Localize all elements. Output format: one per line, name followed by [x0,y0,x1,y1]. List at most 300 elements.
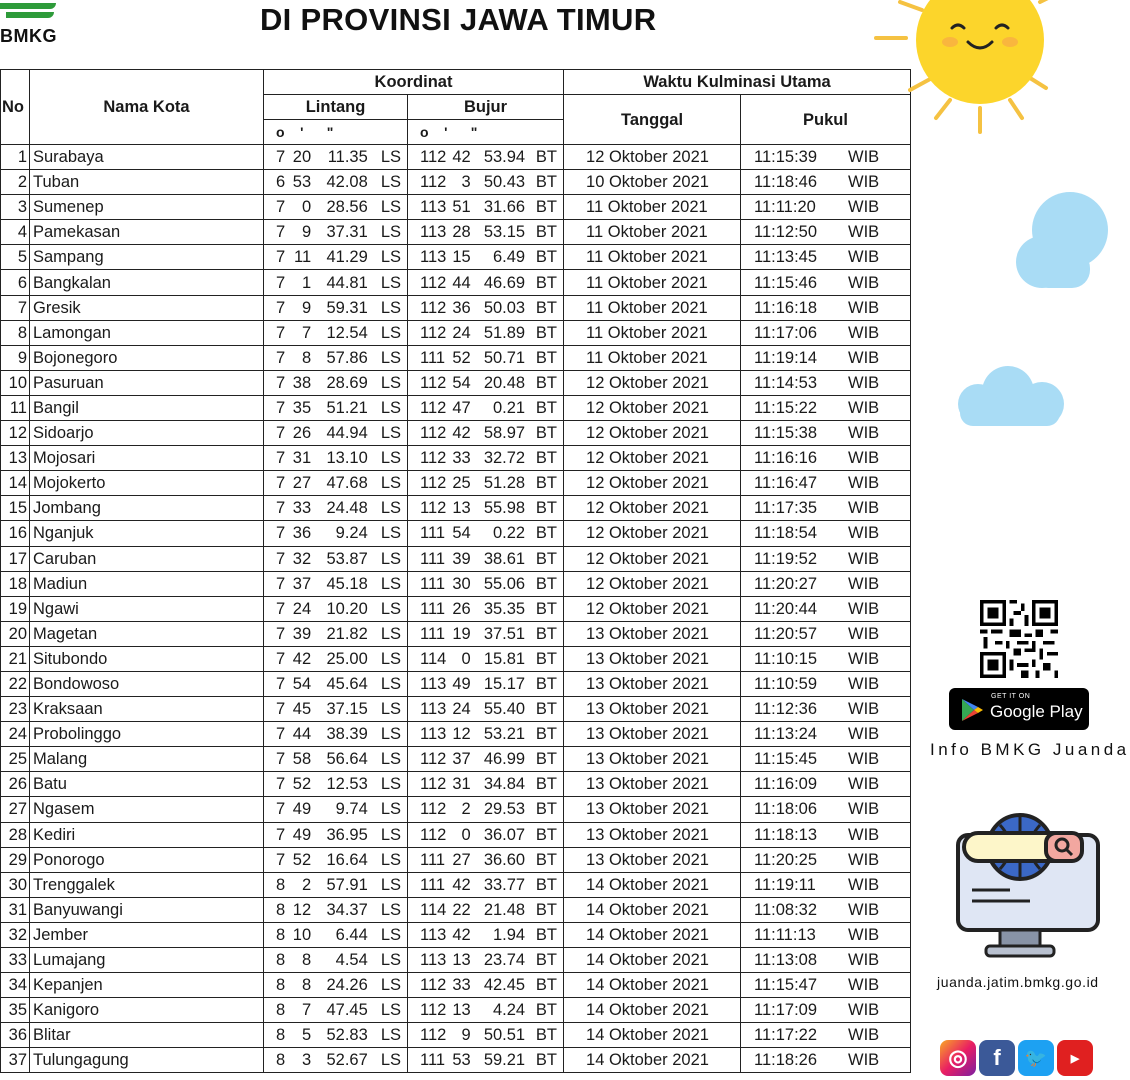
longitude-cell [408,145,564,170]
culmination-date: 13 Oktober 2021 [564,646,741,671]
culmination-time-cell [741,370,911,395]
longitude-cell [408,170,564,195]
latitude-values [264,195,407,219]
lat-degree: 7 [276,624,286,643]
lon-second: 15.17 [483,675,526,694]
latitude-values [264,848,407,872]
longitude-values [408,220,563,244]
latitude-values [264,496,407,520]
lon-degree: 111 [420,599,446,618]
lat-direction: LS [380,750,401,769]
lon-minute: 12 [452,725,471,744]
lat-second: 36.95 [326,825,368,844]
city-name: Tulungagung [30,1048,264,1073]
culmination-time-cell [741,822,911,847]
longitude-cell [408,1023,564,1048]
row-number: 10 [1,370,30,395]
latitude-cell [264,571,408,596]
culmination-date: 11 Oktober 2021 [564,270,741,295]
culmination-date: 12 Oktober 2021 [564,521,741,546]
culmination-time: 11:19:52 [754,549,818,568]
culmination-time: 11:20:27 [754,574,818,593]
row-number: 21 [1,646,30,671]
row-number: 20 [1,621,30,646]
lat-direction: LS [380,649,401,668]
lon-degree: 111 [420,348,446,367]
time-values [754,1023,910,1047]
lon-second: 20.48 [483,373,526,392]
latitude-cell [264,973,408,998]
time-values [754,998,910,1022]
latitude-cell [264,872,408,897]
lat-degree: 7 [276,474,286,493]
lat-direction: LS [380,248,401,267]
row-number: 25 [1,747,30,772]
city-name: Malang [30,747,264,772]
table-row [1,1023,911,1048]
timezone-label: WIB [848,373,880,392]
lat-direction: LS [380,951,401,970]
latitude-cell [264,671,408,696]
city-name: Sampang [30,245,264,270]
lat-degree: 7 [276,348,286,367]
latitude-values [264,823,407,847]
lat-direction: LS [380,875,401,894]
culmination-time-cell [741,847,911,872]
city-name: Kanigoro [30,998,264,1023]
website-url[interactable]: juanda.jatim.bmkg.go.id [937,974,1099,990]
culmination-time-cell [741,973,911,998]
culmination-time: 11:08:32 [754,900,818,919]
longitude-cell [408,370,564,395]
culmination-time-cell [741,922,911,947]
cloud-icon [1010,190,1080,300]
row-number: 15 [1,496,30,521]
timezone-label: WIB [848,951,880,970]
lat-minute: 44 [292,725,312,744]
lon-direction: BT [535,148,558,167]
lon-second: 53.21 [483,725,526,744]
table-row [1,496,911,521]
lat-minute: 33 [292,499,312,518]
city-name: Blitar [30,1023,264,1048]
lat-degree: 7 [276,599,286,618]
longitude-cell [408,320,564,345]
longitude-cell [408,1048,564,1073]
lon-direction: BT [535,599,558,618]
culmination-date: 13 Oktober 2021 [564,747,741,772]
longitude-cell [408,847,564,872]
latitude-cell [264,471,408,496]
lat-minute: 39 [292,624,312,643]
lat-direction: LS [380,1051,401,1070]
city-name: Trenggalek [30,872,264,897]
lon-direction: BT [535,624,558,643]
lon-degree: 112 [420,775,447,794]
culmination-time-cell [741,546,911,571]
table-row [1,671,911,696]
lon-direction: BT [535,875,558,894]
lon-degree: 111 [420,875,446,894]
lon-second: 53.15 [483,223,526,242]
culmination-time: 11:13:45 [754,248,818,267]
longitude-cell [408,295,564,320]
city-name: Sidoarjo [30,421,264,446]
latitude-cell [264,847,408,872]
longitude-values [408,170,563,194]
lat-second: 59.31 [326,298,368,317]
culmination-time-cell [741,395,911,420]
culmination-time: 11:15:47 [754,976,818,995]
logo-text: BMKG [0,26,57,46]
lon-second: 46.99 [483,750,526,769]
latitude-cell [264,546,408,571]
instagram-icon[interactable]: ◎ [940,1040,976,1076]
culmination-time: 11:12:36 [754,700,818,719]
city-name: Bojonegoro [30,345,264,370]
table-row [1,320,911,345]
culmination-time: 11:20:57 [754,624,818,643]
latitude-values [264,898,407,922]
timezone-label: WIB [848,700,880,719]
lat-direction: LS [380,323,401,342]
time-values [754,195,910,219]
latitude-values [264,998,407,1022]
lon-direction: BT [535,775,558,794]
time-values [754,672,910,696]
lat-degree: 7 [276,223,286,242]
culmination-time-cell [741,270,911,295]
row-number: 35 [1,998,30,1023]
lon-second: 36.60 [483,850,526,869]
latitude-values [264,296,407,320]
lat-minute: 54 [292,675,312,694]
culmination-time: 11:10:15 [754,649,818,668]
lat-direction: LS [380,373,401,392]
lon-minute: 13 [452,1001,471,1020]
lat-degree: 8 [276,951,286,970]
lon-degree: 114 [420,900,447,919]
timezone-label: WIB [848,198,880,217]
longitude-cell [408,270,564,295]
latitude-values [264,873,407,897]
youtube-icon[interactable]: ▶ [1057,1040,1093,1076]
lat-degree: 7 [276,775,286,794]
longitude-cell [408,521,564,546]
culmination-time-cell [741,621,911,646]
latitude-values [264,421,407,445]
lon-direction: BT [535,298,558,317]
lat-second: 41.29 [326,248,368,267]
timezone-label: WIB [848,524,880,543]
lat-second: 12.54 [326,323,368,342]
lat-direction: LS [380,976,401,995]
row-number: 4 [1,220,30,245]
longitude-cell [408,973,564,998]
time-values [754,697,910,721]
table-row [1,245,911,270]
lat-direction: LS [380,925,401,944]
latitude-values [264,747,407,771]
culmination-date: 11 Oktober 2021 [564,295,741,320]
lat-second: 16.64 [326,850,368,869]
lat-direction: LS [380,1026,401,1045]
facebook-icon[interactable]: f [979,1040,1015,1076]
lat-second: 51.21 [326,398,368,417]
culmination-time-cell [741,998,911,1023]
latitude-cell [264,320,408,345]
lon-direction: BT [535,449,558,468]
latitude-cell [264,1048,408,1073]
lon-minute: 0 [461,825,471,844]
lon-direction: BT [535,373,558,392]
lon-degree: 112 [420,1001,447,1020]
longitude-values [408,848,563,872]
latitude-values [264,521,407,545]
lon-minute: 33 [452,449,471,468]
lat-direction: LS [380,1001,401,1020]
culmination-time-cell [741,747,911,772]
culmination-time-cell [741,245,911,270]
city-name: Pasuruan [30,370,264,395]
longitude-values [408,772,563,796]
longitude-cell [408,872,564,897]
lon-second: 6.49 [492,248,526,267]
lat-degree: 6 [276,173,286,192]
lat-second: 21.82 [326,624,368,643]
lat-direction: LS [380,524,401,543]
latitude-cell [264,998,408,1023]
lon-degree: 111 [420,624,446,643]
city-name: Lamongan [30,320,264,345]
lon-degree: 113 [420,675,447,694]
lon-second: 55.98 [483,499,526,518]
latitude-cell [264,395,408,420]
latitude-cell [264,697,408,722]
culmination-date: 12 Oktober 2021 [564,421,741,446]
culmination-date: 12 Oktober 2021 [564,370,741,395]
timezone-label: WIB [848,148,880,167]
lat-minute: 45 [292,700,312,719]
timezone-label: WIB [848,424,880,443]
lon-degree: 112 [420,173,447,192]
lat-minute: 52 [292,775,312,794]
longitude-values [408,195,563,219]
table-row [1,596,911,621]
city-name: Lumajang [30,948,264,973]
cloud-icon [950,362,1068,428]
row-number: 18 [1,571,30,596]
culmination-date: 11 Oktober 2021 [564,220,741,245]
row-number: 37 [1,1048,30,1073]
latitude-values [264,622,407,646]
culmination-time-cell [741,571,911,596]
row-number: 22 [1,671,30,696]
lat-minute: 11 [294,248,312,267]
lat-degree: 7 [276,424,286,443]
culmination-date: 14 Oktober 2021 [564,1023,741,1048]
row-number: 32 [1,922,30,947]
latitude-values [264,1023,407,1047]
latitude-cell [264,195,408,220]
lat-degree: 7 [276,800,286,819]
longitude-values [408,797,563,821]
logo-wave [6,12,54,18]
latitude-cell [264,897,408,922]
lon-second: 0.21 [492,398,526,417]
longitude-values [408,271,563,295]
lon-minute: 31 [452,775,471,794]
row-number: 9 [1,345,30,370]
culmination-time: 11:18:06 [754,800,818,819]
row-number: 36 [1,1023,30,1048]
longitude-values [408,1048,563,1072]
lon-direction: BT [535,900,558,919]
longitude-cell [408,345,564,370]
longitude-cell [408,897,564,922]
lat-second: 28.69 [326,373,368,392]
culmination-date: 12 Oktober 2021 [564,571,741,596]
timezone-label: WIB [848,976,880,995]
lon-degree: 112 [420,800,447,819]
lon-second: 55.40 [483,700,526,719]
lon-minute: 15 [452,248,471,267]
header-bujur-units: o ' " [408,120,564,145]
row-number: 11 [1,395,30,420]
culmination-time: 11:11:13 [754,925,816,944]
lat-second: 53.87 [326,549,368,568]
header-pukul: Pukul [741,95,911,145]
lat-direction: LS [380,725,401,744]
culmination-time: 11:19:11 [754,875,816,894]
lat-direction: LS [380,348,401,367]
lon-direction: BT [535,750,558,769]
time-values [754,245,910,269]
city-name: Pamekasan [30,220,264,245]
latitude-values [264,722,407,746]
culmination-date: 14 Oktober 2021 [564,872,741,897]
header-lintang-units: o ' " [264,120,408,145]
lat-minute: 7 [301,1001,312,1020]
time-values [754,898,910,922]
lat-second: 12.53 [326,775,368,794]
lon-minute: 44 [452,273,471,292]
lon-degree: 112 [420,298,447,317]
lon-direction: BT [535,1001,558,1020]
culmination-time-cell [741,195,911,220]
latitude-values [264,797,407,821]
lon-direction: BT [535,675,558,694]
latitude-cell [264,295,408,320]
culmination-time: 11:16:16 [754,449,818,468]
lon-direction: BT [535,976,558,995]
lat-minute: 49 [292,825,312,844]
latitude-values [264,170,407,194]
lat-second: 28.56 [326,198,368,217]
lon-minute: 22 [452,900,471,919]
lat-degree: 7 [276,725,286,744]
time-values [754,496,910,520]
lat-direction: LS [380,198,401,217]
google-play-button[interactable] [949,688,1089,730]
lat-direction: LS [380,675,401,694]
lon-minute: 13 [452,499,471,518]
lat-minute: 8 [301,976,312,995]
longitude-cell [408,446,564,471]
lat-direction: LS [380,474,401,493]
lon-second: 58.97 [483,424,526,443]
lon-degree: 111 [420,574,446,593]
qr-code-icon[interactable] [980,600,1058,678]
time-values [754,471,910,495]
lon-degree: 112 [420,398,447,417]
table-row [1,170,911,195]
lat-degree: 8 [276,900,286,919]
lat-direction: LS [380,900,401,919]
culmination-date: 14 Oktober 2021 [564,998,741,1023]
lat-degree: 8 [276,1026,286,1045]
lat-direction: LS [380,549,401,568]
lon-second: 59.21 [483,1051,526,1070]
lon-second: 53.94 [483,148,526,167]
culmination-date: 12 Oktober 2021 [564,145,741,170]
culmination-time: 11:18:54 [754,524,818,543]
lon-direction: BT [535,1026,558,1045]
table-row [1,772,911,797]
latitude-cell [264,270,408,295]
twitter-icon[interactable]: 🐦 [1018,1040,1054,1076]
lat-degree: 7 [276,649,286,668]
culmination-time-cell [741,320,911,345]
timezone-label: WIB [848,449,880,468]
lon-minute: 42 [452,424,471,443]
longitude-values [408,697,563,721]
time-values [754,521,910,545]
lat-degree: 7 [276,825,286,844]
lat-second: 24.26 [326,976,368,995]
lat-minute: 8 [301,348,312,367]
city-name: Jember [30,922,264,947]
lat-minute: 24 [292,599,312,618]
city-name: Bondowoso [30,671,264,696]
latitude-cell [264,822,408,847]
time-values [754,622,910,646]
lon-second: 42.45 [483,976,526,995]
play-store-icon [959,697,985,723]
lat-direction: LS [380,825,401,844]
time-values [754,220,910,244]
lat-second: 47.68 [326,474,368,493]
latitude-values [264,772,407,796]
table-row [1,847,911,872]
longitude-values [408,296,563,320]
lon-direction: BT [535,700,558,719]
row-number: 3 [1,195,30,220]
culmination-date: 12 Oktober 2021 [564,395,741,420]
lon-minute: 0 [461,649,471,668]
longitude-values [408,923,563,947]
lat-direction: LS [380,499,401,518]
lat-minute: 0 [301,198,312,217]
culmination-date: 12 Oktober 2021 [564,496,741,521]
latitude-cell [264,496,408,521]
lon-degree: 113 [420,725,447,744]
latitude-values [264,321,407,345]
culmination-date: 11 Oktober 2021 [564,320,741,345]
row-number: 30 [1,872,30,897]
lon-second: 37.51 [483,624,526,643]
longitude-cell [408,722,564,747]
